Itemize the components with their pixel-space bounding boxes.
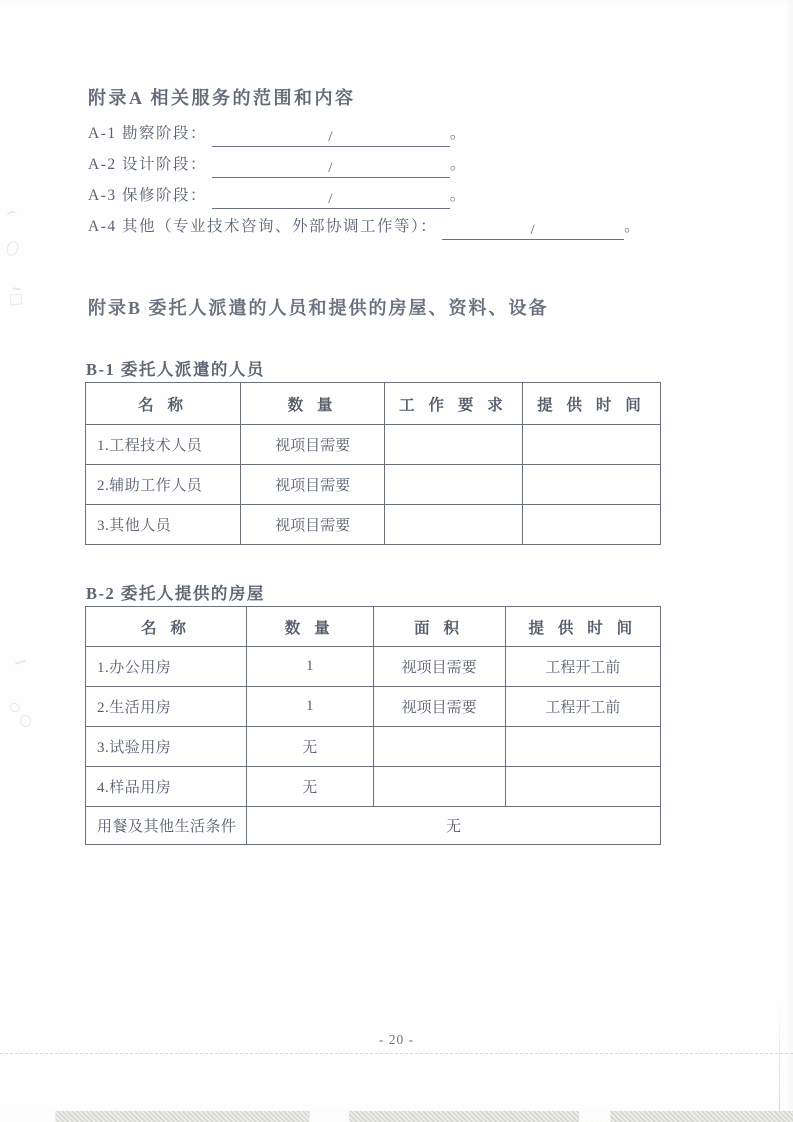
column-header-area: 面 积 <box>373 607 505 647</box>
cell-work-requirement <box>385 465 523 505</box>
cell-provide-time: 工程开工前 <box>505 687 660 727</box>
column-header-name: 名 称 <box>86 607 247 647</box>
cell-quantity: 1 <box>247 687 374 727</box>
cell-name: 2.生活用房 <box>86 687 247 727</box>
cell-work-requirement <box>385 425 523 465</box>
blank-underline-a2 <box>212 160 450 178</box>
cell-area: 视项目需要 <box>373 647 505 687</box>
scanner-background-strip <box>0 1111 793 1122</box>
field-label-a2: A-2 设计阶段： <box>88 156 207 173</box>
field-suffix-a1: 。 <box>449 125 466 142</box>
table-row <box>86 505 661 545</box>
column-header-quantity: 数 量 <box>247 607 374 647</box>
cell-area <box>373 767 505 807</box>
column-header-name: 名 称 <box>86 383 241 425</box>
table-row <box>86 647 661 687</box>
cell-name: 4.样品用房 <box>86 767 247 807</box>
table-b2-title: B-2 委托人提供的房屋 <box>86 584 265 603</box>
cell-quantity: 无 <box>247 727 374 767</box>
slash-mark: / <box>530 222 536 238</box>
field-suffix-a2: 。 <box>449 156 466 173</box>
scan-smudge <box>9 702 20 713</box>
field-label-a1: A-1 勘察阶段： <box>88 125 207 142</box>
table-header-row <box>86 383 661 425</box>
appendix-b-title: 附录B 委托人派遣的人员和提供的房屋、资料、设备 <box>88 298 549 318</box>
scan-smudge <box>13 282 22 290</box>
cell-quantity: 视项目需要 <box>241 425 385 465</box>
cell-name: 用餐及其他生活条件 <box>86 807 247 845</box>
field-label-a3: A-3 保修阶段： <box>88 187 207 204</box>
cell-quantity: 无 <box>247 767 374 807</box>
field-row-a3 <box>88 183 708 214</box>
blank-underline-a3 <box>212 191 450 209</box>
cell-area: 视项目需要 <box>373 687 505 727</box>
field-row-a2 <box>88 152 708 183</box>
appendix-a-fields <box>88 121 708 245</box>
scan-smudge <box>15 659 28 670</box>
cell-name: 1.工程技术人员 <box>86 425 241 465</box>
column-header-work-requirement: 工 作 要 求 <box>385 383 523 425</box>
cell-work-requirement <box>385 505 523 545</box>
scan-page-edge <box>779 1000 780 1112</box>
table-row <box>86 465 661 505</box>
column-header-provide-time: 提 供 时 间 <box>523 383 661 425</box>
blank-underline-a4 <box>442 222 624 240</box>
cell-provide-time <box>523 425 661 465</box>
cell-meals-value: 无 <box>247 807 661 845</box>
cell-name: 3.其他人员 <box>86 505 241 545</box>
table-b2-housing <box>85 606 661 845</box>
scan-smudge <box>5 240 19 257</box>
scan-edge-line <box>0 1053 793 1054</box>
blank-underline-a1 <box>212 129 450 147</box>
appendix-a-title: 附录A 相关服务的范围和内容 <box>88 88 356 108</box>
table-row <box>86 425 661 465</box>
cell-name: 1.办公用房 <box>86 647 247 687</box>
slash-mark: / <box>328 129 334 145</box>
field-label-a4: A-4 其他（专业技术咨询、外部协调工作等）： <box>88 218 438 235</box>
cell-provide-time: 工程开工前 <box>505 647 660 687</box>
table-b1-personnel <box>85 382 661 545</box>
field-suffix-a4: 。 <box>624 218 640 235</box>
table-row <box>86 727 661 767</box>
scan-smudge <box>6 210 17 220</box>
cell-name: 3.试验用房 <box>86 727 247 767</box>
cell-quantity: 视项目需要 <box>241 505 385 545</box>
column-header-quantity: 数 量 <box>241 383 385 425</box>
page-number: - 20 - <box>378 1032 415 1047</box>
cell-provide-time <box>523 465 661 505</box>
scan-smudge <box>9 293 22 305</box>
slash-mark: / <box>328 191 334 207</box>
cell-provide-time <box>523 505 661 545</box>
cell-quantity: 1 <box>247 647 374 687</box>
table-header-row <box>86 607 661 647</box>
table-row-meals <box>86 807 661 845</box>
cell-quantity: 视项目需要 <box>241 465 385 505</box>
field-row-a1 <box>88 121 708 152</box>
field-row-a4 <box>88 214 708 245</box>
table-row <box>86 687 661 727</box>
cell-provide-time <box>505 767 660 807</box>
table-b1-title: B-1 委托人派遣的人员 <box>86 360 265 379</box>
table-row <box>86 767 661 807</box>
field-suffix-a3: 。 <box>449 187 466 204</box>
column-header-provide-time: 提 供 时 间 <box>505 607 660 647</box>
cell-provide-time <box>505 727 660 767</box>
cell-area <box>373 727 505 767</box>
cell-name: 2.辅助工作人员 <box>86 465 241 505</box>
slash-mark: / <box>328 160 334 176</box>
scan-smudge <box>19 714 32 727</box>
